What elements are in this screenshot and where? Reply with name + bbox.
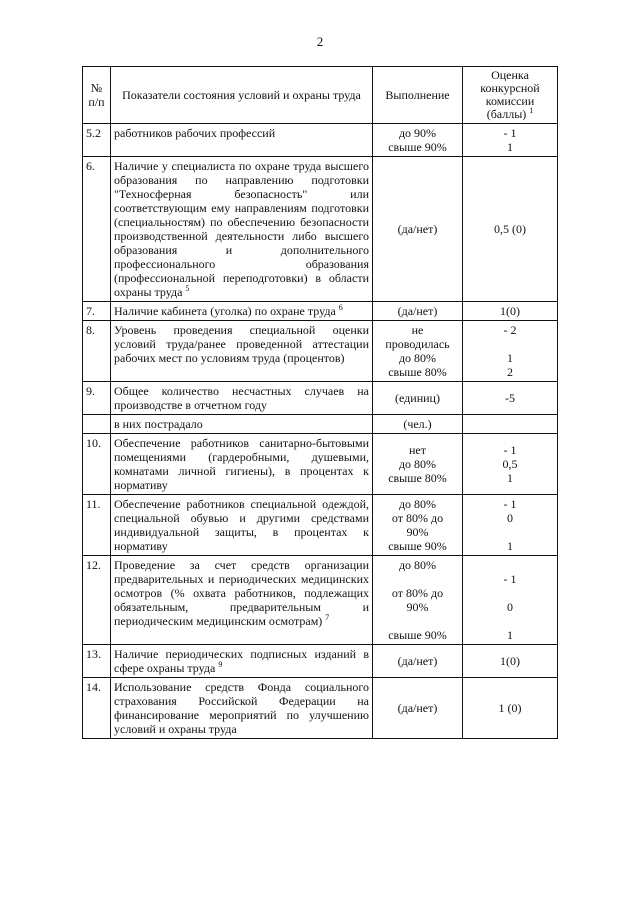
row-number: 8.: [83, 321, 111, 382]
row-score: - 1 0 1: [463, 495, 558, 556]
row-number: 7.: [83, 302, 111, 321]
row-number: 11.: [83, 495, 111, 556]
row-score: 1(0): [463, 645, 558, 678]
table-row: [83, 124, 558, 157]
table-row: [83, 382, 558, 415]
row-score: - 2 1 2: [463, 321, 558, 382]
row-score: - 1 0 1: [463, 556, 558, 645]
row-score: [463, 415, 558, 434]
table-header-row: [83, 67, 558, 124]
row-execution: (единиц): [373, 382, 463, 415]
row-footnote: 6: [338, 303, 343, 312]
row-indicator: [111, 678, 373, 739]
row-indicator: [111, 321, 373, 382]
table-row: [83, 678, 558, 739]
row-indicator: [111, 434, 373, 495]
row-indicator: [111, 415, 373, 434]
row-score: - 1 0,5 1: [463, 434, 558, 495]
row-score: 1 (0): [463, 678, 558, 739]
row-indicator-text: в них пострадало: [114, 417, 203, 431]
row-footnote: 7: [325, 613, 330, 622]
row-execution: (да/нет): [373, 678, 463, 739]
page-number: 2: [316, 34, 324, 49]
row-number: 13.: [83, 645, 111, 678]
header-score: [463, 67, 558, 124]
table-row: [83, 645, 558, 678]
row-execution: до 90% свыше 90%: [373, 124, 463, 157]
row-indicator: [111, 556, 373, 645]
row-number: 5.2: [83, 124, 111, 157]
table-row: [83, 302, 558, 321]
row-score: -5: [463, 382, 558, 415]
row-indicator-text: Обеспечение работников санитарно-бытовыми помещениями (гардеробными, душевыми, комнатами личной гигиены), в процентах к нормативу: [114, 436, 369, 492]
row-number: 12.: [83, 556, 111, 645]
row-execution: до 80% от 80% до 90% свыше 90%: [373, 495, 463, 556]
row-number: [83, 415, 111, 434]
header-num: № п/п: [83, 67, 111, 124]
table-row: [83, 415, 558, 434]
row-execution: не проводилась до 80% свыше 80%: [373, 321, 463, 382]
row-indicator: [111, 124, 373, 157]
row-number: 14.: [83, 678, 111, 739]
row-indicator-text: Обеспечение работников специальной одеждой, специальной обувью и другими средствами индивидуальной защиты, в процентах к нормативу: [114, 497, 369, 553]
header-execution: Выполнение: [373, 67, 463, 124]
table-row: [83, 556, 558, 645]
row-execution: (чел.): [373, 415, 463, 434]
row-footnote: 9: [218, 660, 223, 669]
row-indicator: [111, 645, 373, 678]
row-execution: до 80% от 80% до 90% свыше 90%: [373, 556, 463, 645]
row-indicator-text: Наличие периодических подписных изданий в сфере охраны труда: [114, 647, 369, 675]
criteria-table: [82, 66, 558, 739]
row-score: 1(0): [463, 302, 558, 321]
row-indicator-text: Использование средств Фонда социального страхования Российской Федерации на финансирование мероприятий по улучшению условий и охраны труда: [114, 680, 369, 736]
row-execution: (да/нет): [373, 157, 463, 302]
row-indicator: [111, 495, 373, 556]
row-indicator-text: Наличие у специалиста по охране труда высшего образования по направлению подготовки "Техносферная безопасность" или соответствующим ему направлениям подготовки (специальностям) по обеспечению безопасности производственной деятельности либо высшего образования и дополнительного профессионального образования (профессиональной переподготовки) в области охраны труда: [114, 159, 369, 299]
row-indicator: [111, 302, 373, 321]
row-score: 0,5 (0): [463, 157, 558, 302]
row-footnote: 5: [185, 284, 190, 293]
table-row: [83, 495, 558, 556]
row-indicator-text: Наличие кабинета (уголка) по охране труда: [114, 304, 336, 318]
row-indicator-text: Уровень проведения специальной оценки условий труда/ранее проведенной аттестации рабочих мест по условиям труда (процентов): [114, 323, 369, 365]
row-indicator-text: Общее количество несчастных случаев на производстве в отчетном году: [114, 384, 369, 412]
row-number: 10.: [83, 434, 111, 495]
header-indicator: Показатели состояния условий и охраны труда: [111, 67, 373, 124]
row-execution: нет до 80% свыше 80%: [373, 434, 463, 495]
row-indicator-text: Проведение за счет средств организации предварительных и периодических медицинских осмотров (% охвата работников, подлежащих обязательным, предварительным и периодическим медицинским осмотрам): [114, 558, 369, 628]
row-indicator: [111, 382, 373, 415]
row-number: 6.: [83, 157, 111, 302]
table-row: [83, 157, 558, 302]
row-indicator: [111, 157, 373, 302]
header-score-footnote: 1: [529, 106, 534, 115]
row-indicator-text: работников рабочих профессий: [114, 126, 276, 140]
table-row: [83, 321, 558, 382]
row-score: - 1 1: [463, 124, 558, 157]
table-row: [83, 434, 558, 495]
row-number: 9.: [83, 382, 111, 415]
row-execution: (да/нет): [373, 645, 463, 678]
row-execution: (да/нет): [373, 302, 463, 321]
header-score-text: Оценка конкурсной комиссии (баллы): [480, 68, 540, 121]
